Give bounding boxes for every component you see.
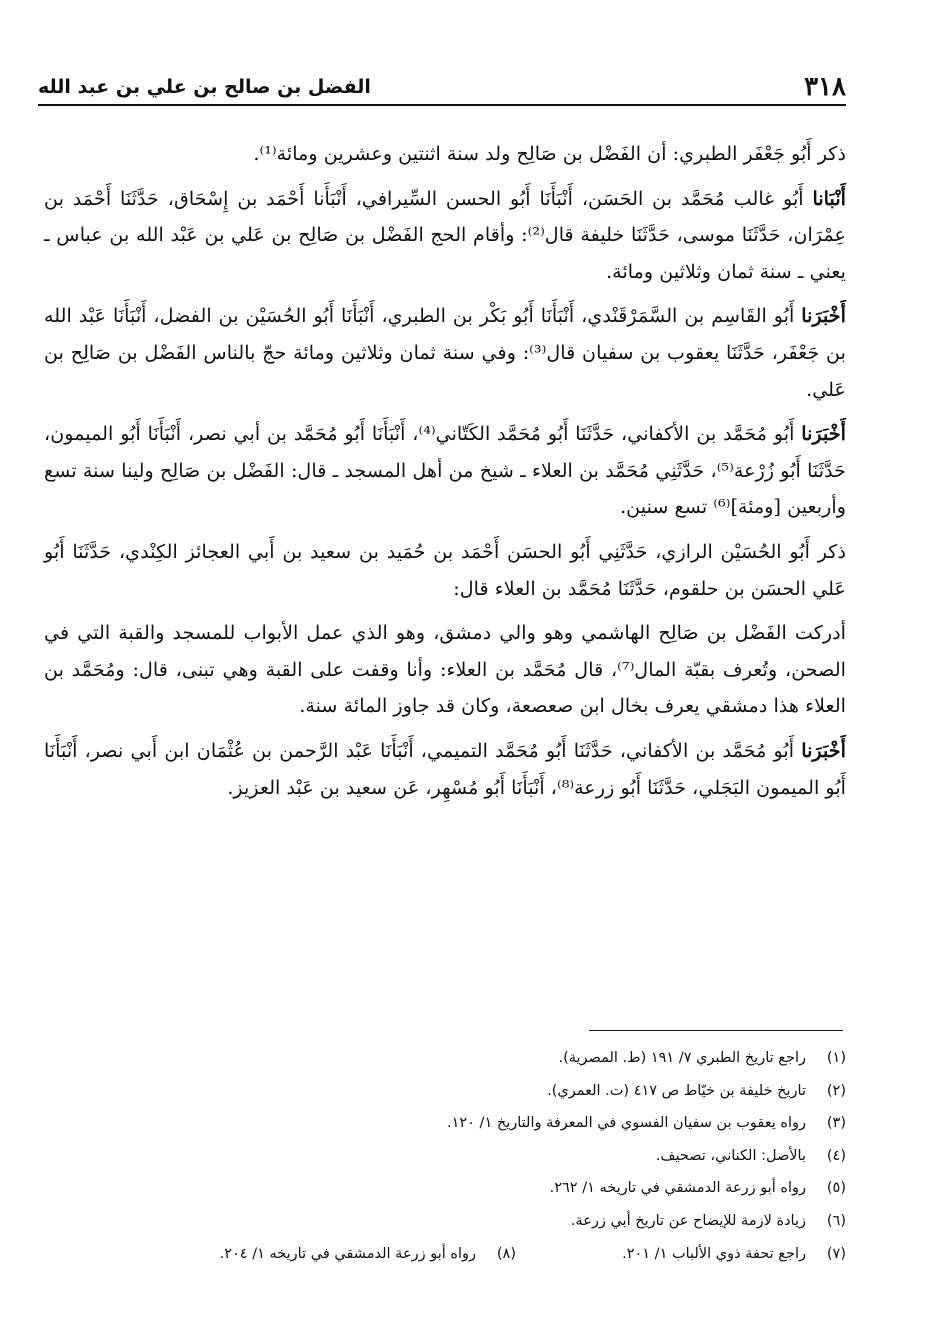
- footnote-number: (٧): [826, 1245, 846, 1262]
- footnote-8: [186, 1238, 516, 1271]
- footnote-number: (٥): [826, 1180, 846, 1197]
- footnote-text: رواه أبو زرعة الدمشقي في تاريخه ١/ ٢٦٢.: [549, 1180, 806, 1197]
- paragraph-6: [44, 615, 846, 725]
- footnote-text: راجع تاريخ الطبري ٧/ ١٩١ (ط. المصرية).: [558, 1050, 806, 1066]
- page-number: ٣١٨: [804, 72, 846, 102]
- paragraph-4: [44, 416, 846, 526]
- paragraph-2-text: أَبُو غالب مُحَمَّد بن الحَسَن، أَنْبَأَنَا أَبُو الحسن السِّيرافي، أَنْبَأَنا أَحْمَد بن إِسْحَاق، حَدَّثَنَا أَحْمَد بن عِمْرَان، حَدَّثَنَا موسى، حَدَّثَنَا خليفة قال⁽²⁾: وأقام الحج الفَضْل بن صَالِح بن عَلي بن عَبْد الله بن عباس ـ يعني ـ سنة ثمان وثلاثين ومائة.: [44, 186, 847, 283]
- paragraph-4-lead: أَخْبَرَنا: [801, 422, 847, 446]
- paragraph-3-lead: أَخْبَرَنا: [801, 304, 846, 328]
- footnote-number: (١): [826, 1050, 846, 1066]
- footnote-text: رواه يعقوب بن سفيان الفسوي في المعرفة والتاريخ ١/ ١٢٠.: [446, 1115, 806, 1132]
- footnote-7: [516, 1238, 846, 1271]
- main-text: [44, 136, 846, 814]
- footnote-text: تاريخ خليفة بن خيّاط ص ٤١٧ (ت. العمري).: [547, 1082, 806, 1099]
- footnote-text: رواه أبو زرعة الدمشقي في تاريخه ١/ ٢٠٤.: [219, 1245, 476, 1262]
- footnote-number: (٢): [826, 1082, 846, 1099]
- paragraph-6-text: أدركت الفَضْل بن صَالِح الهاشمي وهو والي دمشق، وهو الذي عمل الأبواب للمسجد والقبة التي في الصحن، وتُعرف بقبّة المال⁽⁷⁾، قال مُحَمَّد بن العلاء: وأنا وقفت على القبة وهي تبنى، قال: ومُحَمَّد بن العلاء هذا دمشقي يعرف بخال ابن صعصعة، وكان قد جاوز المائة سنة.: [44, 621, 846, 718]
- footnotes: [44, 1042, 846, 1270]
- footnote-number: (٨): [496, 1245, 516, 1262]
- paragraph-2: [44, 181, 846, 291]
- footnote-number: (٦): [826, 1212, 846, 1229]
- footnote-number: (٣): [826, 1115, 846, 1132]
- paragraph-7: [44, 733, 846, 806]
- footnote-text: بالأصل: الكناني، تصحيف.: [655, 1147, 806, 1164]
- running-title: الفضل بن صالح بن علي بن عبد الله: [38, 76, 371, 98]
- paragraph-2-lead: أَنْبَانا: [812, 186, 846, 210]
- paragraph-4-text: أَبُو مُحَمَّد بن الأكفاني، حَدَّثَنَا أَبُو مُحَمَّد الكَتّاني⁽⁴⁾، أَنْبَأَنَا أَبُو مُحَمَّد بن أبي نصر، أَنْبَأَنَا أَبُو الميمون، حَدَّثَنَا أَبُو زُرْعة⁽⁵⁾، حَدَّثَنِي مُحَمَّد بن العلاء ـ شيخ من أهل المسجد ـ قال: الفَضْل بن صَالِح ولينا سنة تسع وأربعين [ومئة]⁽⁶⁾ تسع سنين.: [44, 422, 846, 519]
- footnote-4: [44, 1140, 846, 1173]
- footnote-text: زيادة لازمة للإيضاح عن تاريخ أبي زرعة.: [570, 1212, 806, 1229]
- paragraph-1-text: ذكر أَبُو جَعْفَر الطبري: أن الفَضْل بن صَالِح ولد سنة اثنتين وعشرين ومائة⁽¹⁾.: [253, 142, 846, 165]
- paragraph-3: [44, 298, 846, 408]
- footnote-2: [44, 1075, 846, 1108]
- paragraph-7-text: أَبُو مُحَمَّد بن الأكفاني، حَدَّثَنَا أَبُو مُحَمَّد التميمي، أَنْبَأَنَا عَبْد الرَّحمن بن عُثْمَان ابن أَبي نصر، أَنْبَأَنَا أَبُو الميمون البَجَلي، حَدَّثَنَا أَبُو زرعة⁽⁸⁾، أَنْبَأَنَا أَبُو مُسْهِر، عَن سعيد بن عَبْد العزيز.: [44, 738, 846, 799]
- footnote-text: راجع تحفة ذوي الألباب ١/ ٢٠١.: [622, 1245, 806, 1262]
- footnote-row-7-8: [44, 1238, 846, 1271]
- footnote-6: [44, 1205, 846, 1238]
- footnote-3: [44, 1107, 846, 1140]
- paragraph-5-text: ذكر أَبُو الحُسَيْن الرازي، حَدَّثَنِي أَبُو الحسَن أَحْمَد بن حُمَيد بن سعيد بن أَبي العجائز الكِنْدي، حَدَّثَنَا أَبُو عَلي الحسَن بن حلقوم، حَدَّثَنَا مُحَمَّد بن العلاء قال:: [44, 539, 846, 600]
- paragraph-1: [44, 136, 846, 173]
- footnote-5: [44, 1172, 846, 1205]
- paragraph-3-text: أَبُو القَاسِم بن السَّمَرْقَنْدي، أَنْبَأَنَا أَبُو بَكْر بن الطبري، أَنْبَأَنَا أَبُو الحُسَيْن بن الفضل، أَنْبَأَنَا عَبْد الله بن جَعْفَر، حَدَّثَنَا يعقوب بن سفيان قال⁽³⁾: وفي سنة ثمان وثلاثين ومائة حجّ بالناس الفَضْل بن صَالِح بن عَلي.: [44, 304, 847, 401]
- paragraph-7-lead: أَخْبَرَنا: [801, 738, 846, 762]
- footnote-1: [44, 1042, 846, 1075]
- paragraph-5: [44, 534, 846, 607]
- page-header: [38, 64, 846, 106]
- footnote-divider: [589, 1030, 843, 1031]
- footnote-number: (٤): [826, 1147, 846, 1164]
